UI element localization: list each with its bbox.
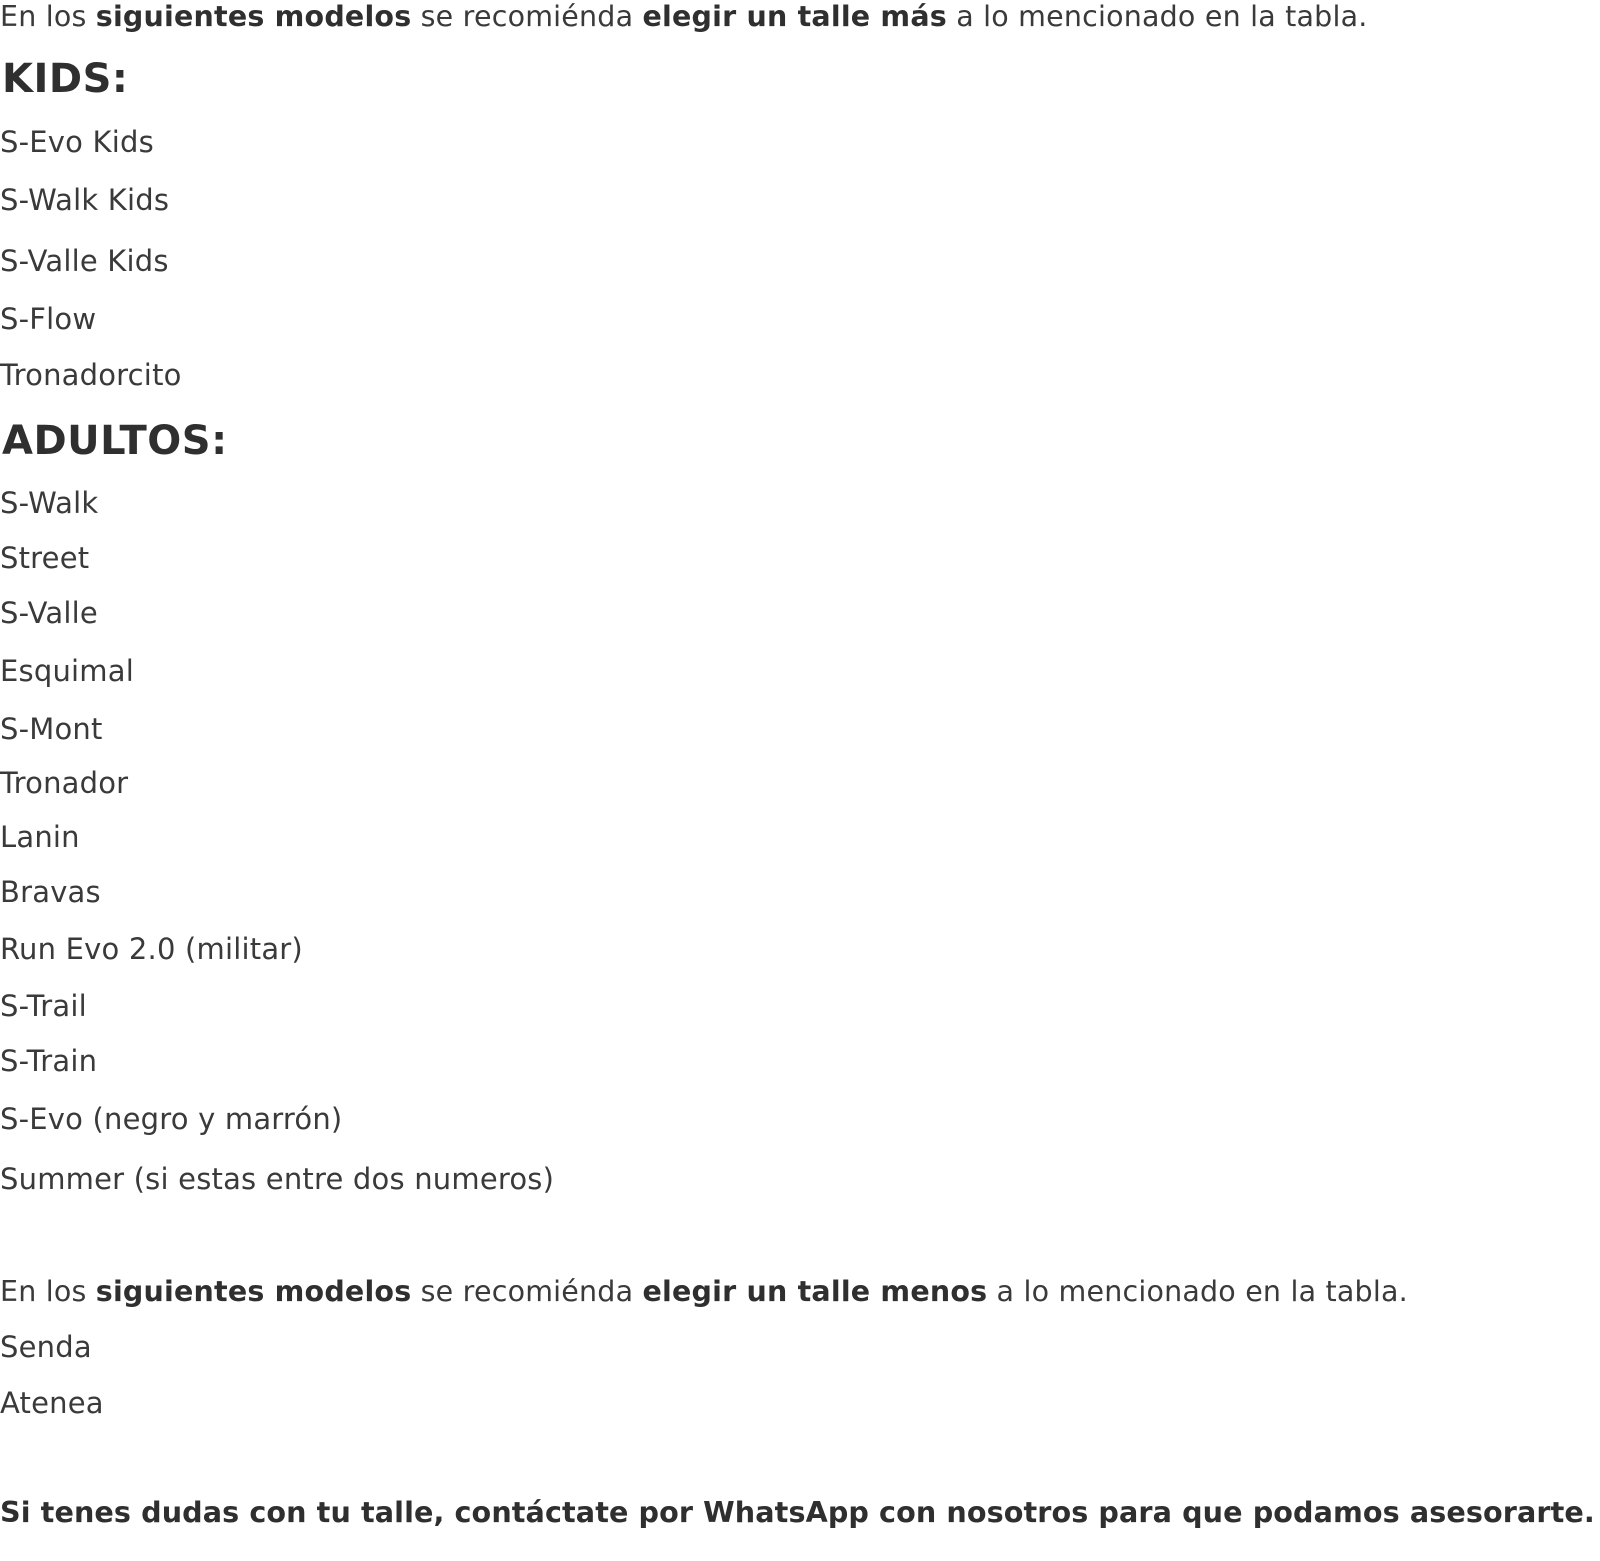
adultos-item: Summer (si estas entre dos numeros) [0,1162,555,1196]
kids-item: S-Evo Kids [0,125,154,159]
menos-item: Senda [0,1330,92,1364]
adultos-item: Tronador [0,766,129,800]
kids-heading: KIDS: [2,56,129,102]
whatsapp-contact-note: Si tenes dudas con tu talle, contáctate por WhatsApp con nosotros para que podamos asesorarte. [0,1495,1595,1529]
kids-item: Tronadorcito [0,358,182,392]
intro-mas-bold-1: siguientes modelos [95,0,412,33]
adultos-item: Street [0,541,90,575]
adultos-item: S-Valle [0,596,98,630]
adultos-item: S-Trail [0,989,87,1023]
menos-item: Atenea [0,1386,104,1420]
adultos-item: S-Evo (negro y marrón) [0,1102,343,1136]
intro-menos-paragraph [0,1275,1408,1309]
intro-menos-text-3: a lo mencionado en la tabla. [987,1275,1408,1308]
intro-mas-text-1: En los [0,0,96,33]
adultos-item: Run Evo 2.0 (militar) [0,932,303,966]
intro-menos-bold-2: elegir un talle menos [642,1275,988,1308]
kids-item: S-Valle Kids [0,244,169,278]
intro-menos-text-2: se recomiénda [411,1275,643,1308]
intro-mas-paragraph [0,0,1368,34]
intro-mas-text-2: se recomiénda [411,0,643,33]
adultos-item: S-Train [0,1044,98,1078]
intro-menos-text-1: En los [0,1275,96,1308]
kids-item: S-Walk Kids [0,183,170,217]
adultos-item: Esquimal [0,654,134,688]
adultos-item: Bravas [0,875,101,909]
adultos-item: S-Walk [0,486,99,520]
adultos-item: S-Mont [0,712,103,746]
intro-mas-bold-2: elegir un talle más [642,0,947,33]
intro-menos-bold-1: siguientes modelos [95,1275,412,1308]
kids-item: S-Flow [0,302,97,336]
adultos-heading: ADULTOS: [2,418,228,464]
intro-mas-text-3: a lo mencionado en la tabla. [946,0,1368,33]
adultos-item: Lanin [0,820,80,854]
